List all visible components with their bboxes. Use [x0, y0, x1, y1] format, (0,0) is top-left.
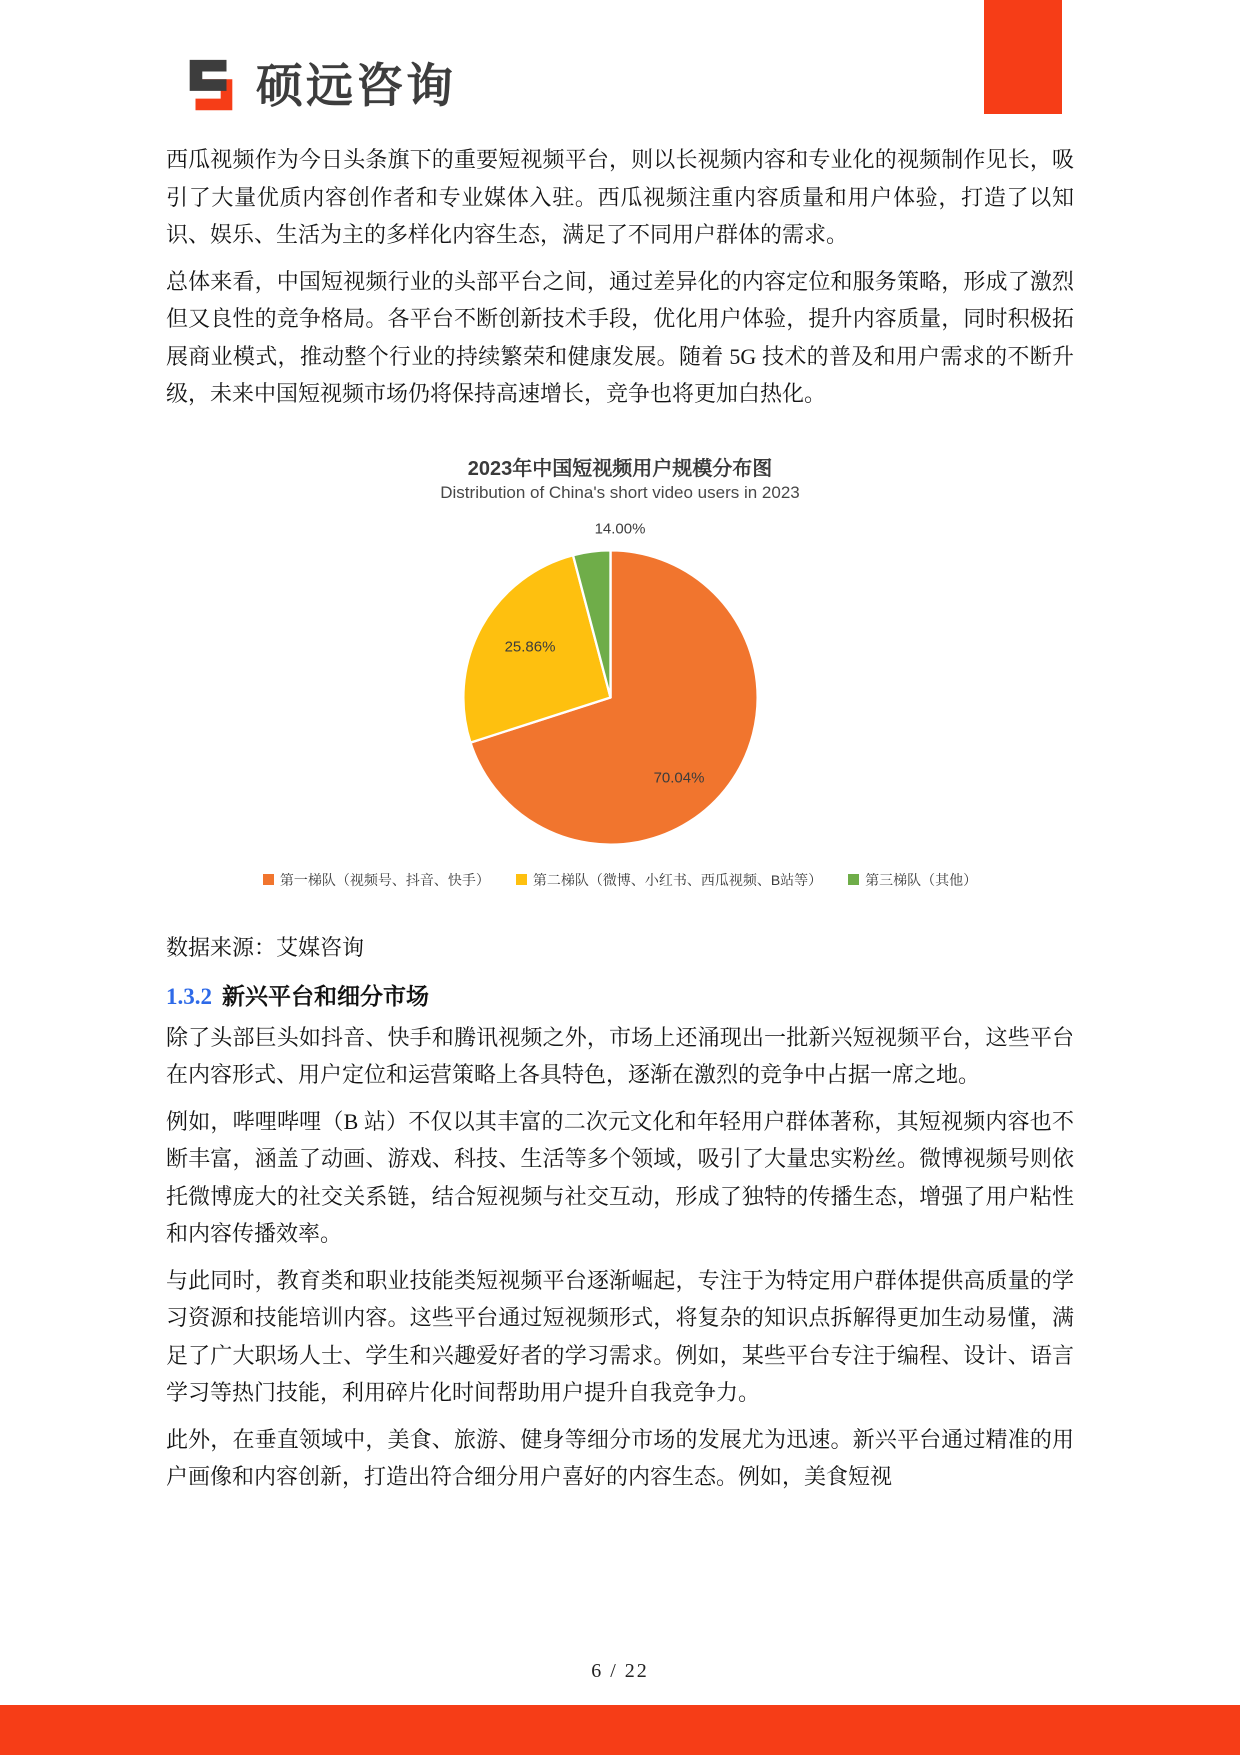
- chart-title: 2023年中国短视频用户规模分布图: [467, 457, 773, 480]
- paragraph: 西瓜视频作为今日头条旗下的重要短视频平台，则以长视频内容和专业化的视频制作见长，吸引了大量优质内容创作者和专业媒体入驻。西瓜视频注重内容质量和用户体验，打造了以知识、娱乐、生活为主的多样化内容生态，满足了不同用户群体的需求。: [166, 147, 1074, 247]
- page-number: 6 / 22: [591, 1660, 649, 1682]
- legend-label: 第二梯队（微博、小红书、西瓜视频、B站等）: [532, 871, 823, 888]
- footer-accent-bar: [0, 1705, 1240, 1755]
- logo-mark-icon: [180, 54, 242, 116]
- corner-accent-block: [984, 0, 1062, 114]
- section-title: 新兴平台和细分市场: [222, 982, 429, 1009]
- legend-swatch-yellow: [516, 874, 527, 885]
- logo-text: 硕远咨询: [256, 58, 456, 112]
- legend-item-tier1: [263, 870, 490, 890]
- paragraph: 除了头部巨头如抖音、快手和腾讯视频之外，市场上还涌现出一批新兴短视频平台，这些平台在内容形式、用户定位和运营策略上各具特色，逐渐在激烈的竞争中占据一席之地。: [166, 1024, 1074, 1087]
- legend-label: 第一梯队（视频号、抖音、快手）: [279, 871, 490, 888]
- legend-item-tier2: [516, 870, 822, 890]
- legend-label: 第三梯队（其他）: [865, 871, 978, 888]
- legend-swatch-green: [848, 874, 859, 885]
- section-heading: [166, 979, 1074, 1014]
- data-source-note: 数据来源：艾媒咨询: [166, 934, 365, 960]
- pie-label-tier1: 70.04%: [653, 769, 705, 786]
- pie-chart: [456, 543, 765, 852]
- legend-item-tier3: [848, 870, 977, 890]
- paragraph: 总体来看，中国短视频行业的头部平台之间，通过差异化的内容定位和服务策略，形成了激烈但又良性的竞争格局。各平台不断创新技术手段，优化用户体验，提升内容质量，同时积极拓展商业模式，推动整个行业的持续繁荣和健康发展。随着 5G 技术的普及和用户需求的不断升级，未来中国短视频市场仍将保持高速增长，竞争也将更加白热化。: [166, 268, 1074, 406]
- pie-label-tier3: 14.00%: [594, 520, 646, 537]
- chart-legend: [270, 870, 978, 890]
- paragraph: 例如，哔哩哔哩（B 站）不仅以其丰富的二次元文化和年轻用户群体著称，其短视频内容也不断丰富，涵盖了动画、游戏、科技、生活等多个领域，吸引了大量忠实粉丝。微博视频号则依托微博庞大的社交关系链，结合短视频与社交互动，形成了独特的传播生态，增强了用户粘性和内容传播效率。: [166, 1108, 1074, 1246]
- pie-chart-figure: [270, 422, 978, 914]
- paragraph: 与此同时，教育类和职业技能类短视频平台逐渐崛起，专注于为特定用户群体提供高质量的学习资源和技能培训内容。这些平台通过短视频形式，将复杂的知识点拆解得更加生动易懂，满足了广大职场人士、学生和兴趣爱好者的学习需求。例如，某些平台专注于编程、设计、语言学习等热门技能，利用碎片化时间帮助用户提升自我竞争力。: [166, 1267, 1074, 1405]
- page-content: [166, 141, 1074, 1505]
- paragraph: 此外，在垂直领域中，美食、旅游、健身等细分市场的发展尤为迅速。新兴平台通过精准的用户画像和内容创新，打造出符合细分用户喜好的内容生态。例如，美食短视: [166, 1426, 1074, 1489]
- pie-label-tier2: 25.86%: [504, 638, 556, 655]
- legend-swatch-orange: [263, 874, 274, 885]
- company-logo: [180, 54, 456, 116]
- chart-subtitle: Distribution of China's short video users in 2023: [440, 482, 800, 502]
- section-number: 1.3.2: [166, 983, 212, 1009]
